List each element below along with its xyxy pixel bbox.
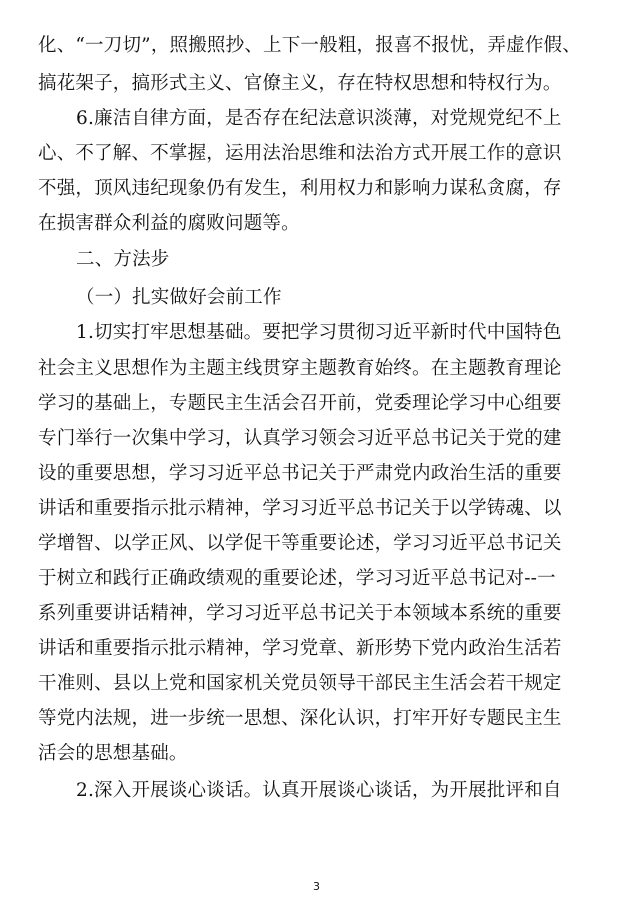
text-line: 于树立和践行正确政绩观的重要论述，学习习近平总书记对--一 <box>38 568 556 589</box>
text-line: 不强，顶风违纪现象仍有发生，利用权力和影响力谋私贪腐，存 <box>38 178 562 199</box>
text-line: 2.深入开展谈心谈话。认真开展谈心谈话，为开展批评和自 <box>76 780 562 801</box>
text-line: 专门举行一次集中学习，认真学习领会习近平总书记关于党的建 <box>38 428 562 449</box>
text-line: 化、“一刀切”，照搬照抄、上下一般粗，报喜不报忧，弄虚作假、 <box>38 35 581 56</box>
text-line: 设的重要思想，学习习近平总书记关于严肃党内政治生活的重要 <box>38 463 562 484</box>
text-line: 学习的基础上，专题民主生活会召开前，党委理论学习中心组要 <box>38 393 562 414</box>
text-line: 社会主义思想作为主题主线贯穿主题教育始终。在主题教育理论 <box>38 358 562 379</box>
text-line: 等党内法规，进一步统一思想、深化认识，打牢开好专题民主生 <box>38 708 562 729</box>
text-line: 干准则、县以上党和国家机关党员领导干部民主生活会若干规定 <box>38 673 562 694</box>
text-line: 在损害群众利益的腐败问题等。 <box>38 213 300 234</box>
text-line: 讲话和重要指示批示精神，学习党章、新形势下党内政治生活若 <box>38 638 562 659</box>
text-line: 心、不了解、不掌握，运用法治思维和法治方式开展工作的意识 <box>38 143 562 164</box>
text-line: 学增智、以学正风、以学促干等重要论述，学习习近平总书记关 <box>38 533 562 554</box>
section-heading: 二、方法步 <box>76 249 170 270</box>
text-line: 1.切实打牢思想基础。要把学习贯彻习近平新时代中国特色 <box>76 322 562 343</box>
text-line: 活会的思想基础。 <box>38 743 188 764</box>
page-number: 3 <box>313 880 320 893</box>
subsection-heading: （一）扎实做好会前工作 <box>76 287 282 308</box>
text-line: 搞花架子，搞形式主义、官僚主义，存在特权思想和特权行为。 <box>38 73 562 94</box>
text-line: 讲话和重要指示批示精神，学习习近平总书记关于以学铸魂、以 <box>38 498 562 519</box>
text-line: 6.廉洁自律方面，是否存在纪法意识淡薄，对党规党纪不上 <box>76 108 562 129</box>
text-line: 系列重要讲话精神，学习习近平总书记关于本领域本系统的重要 <box>38 603 562 624</box>
